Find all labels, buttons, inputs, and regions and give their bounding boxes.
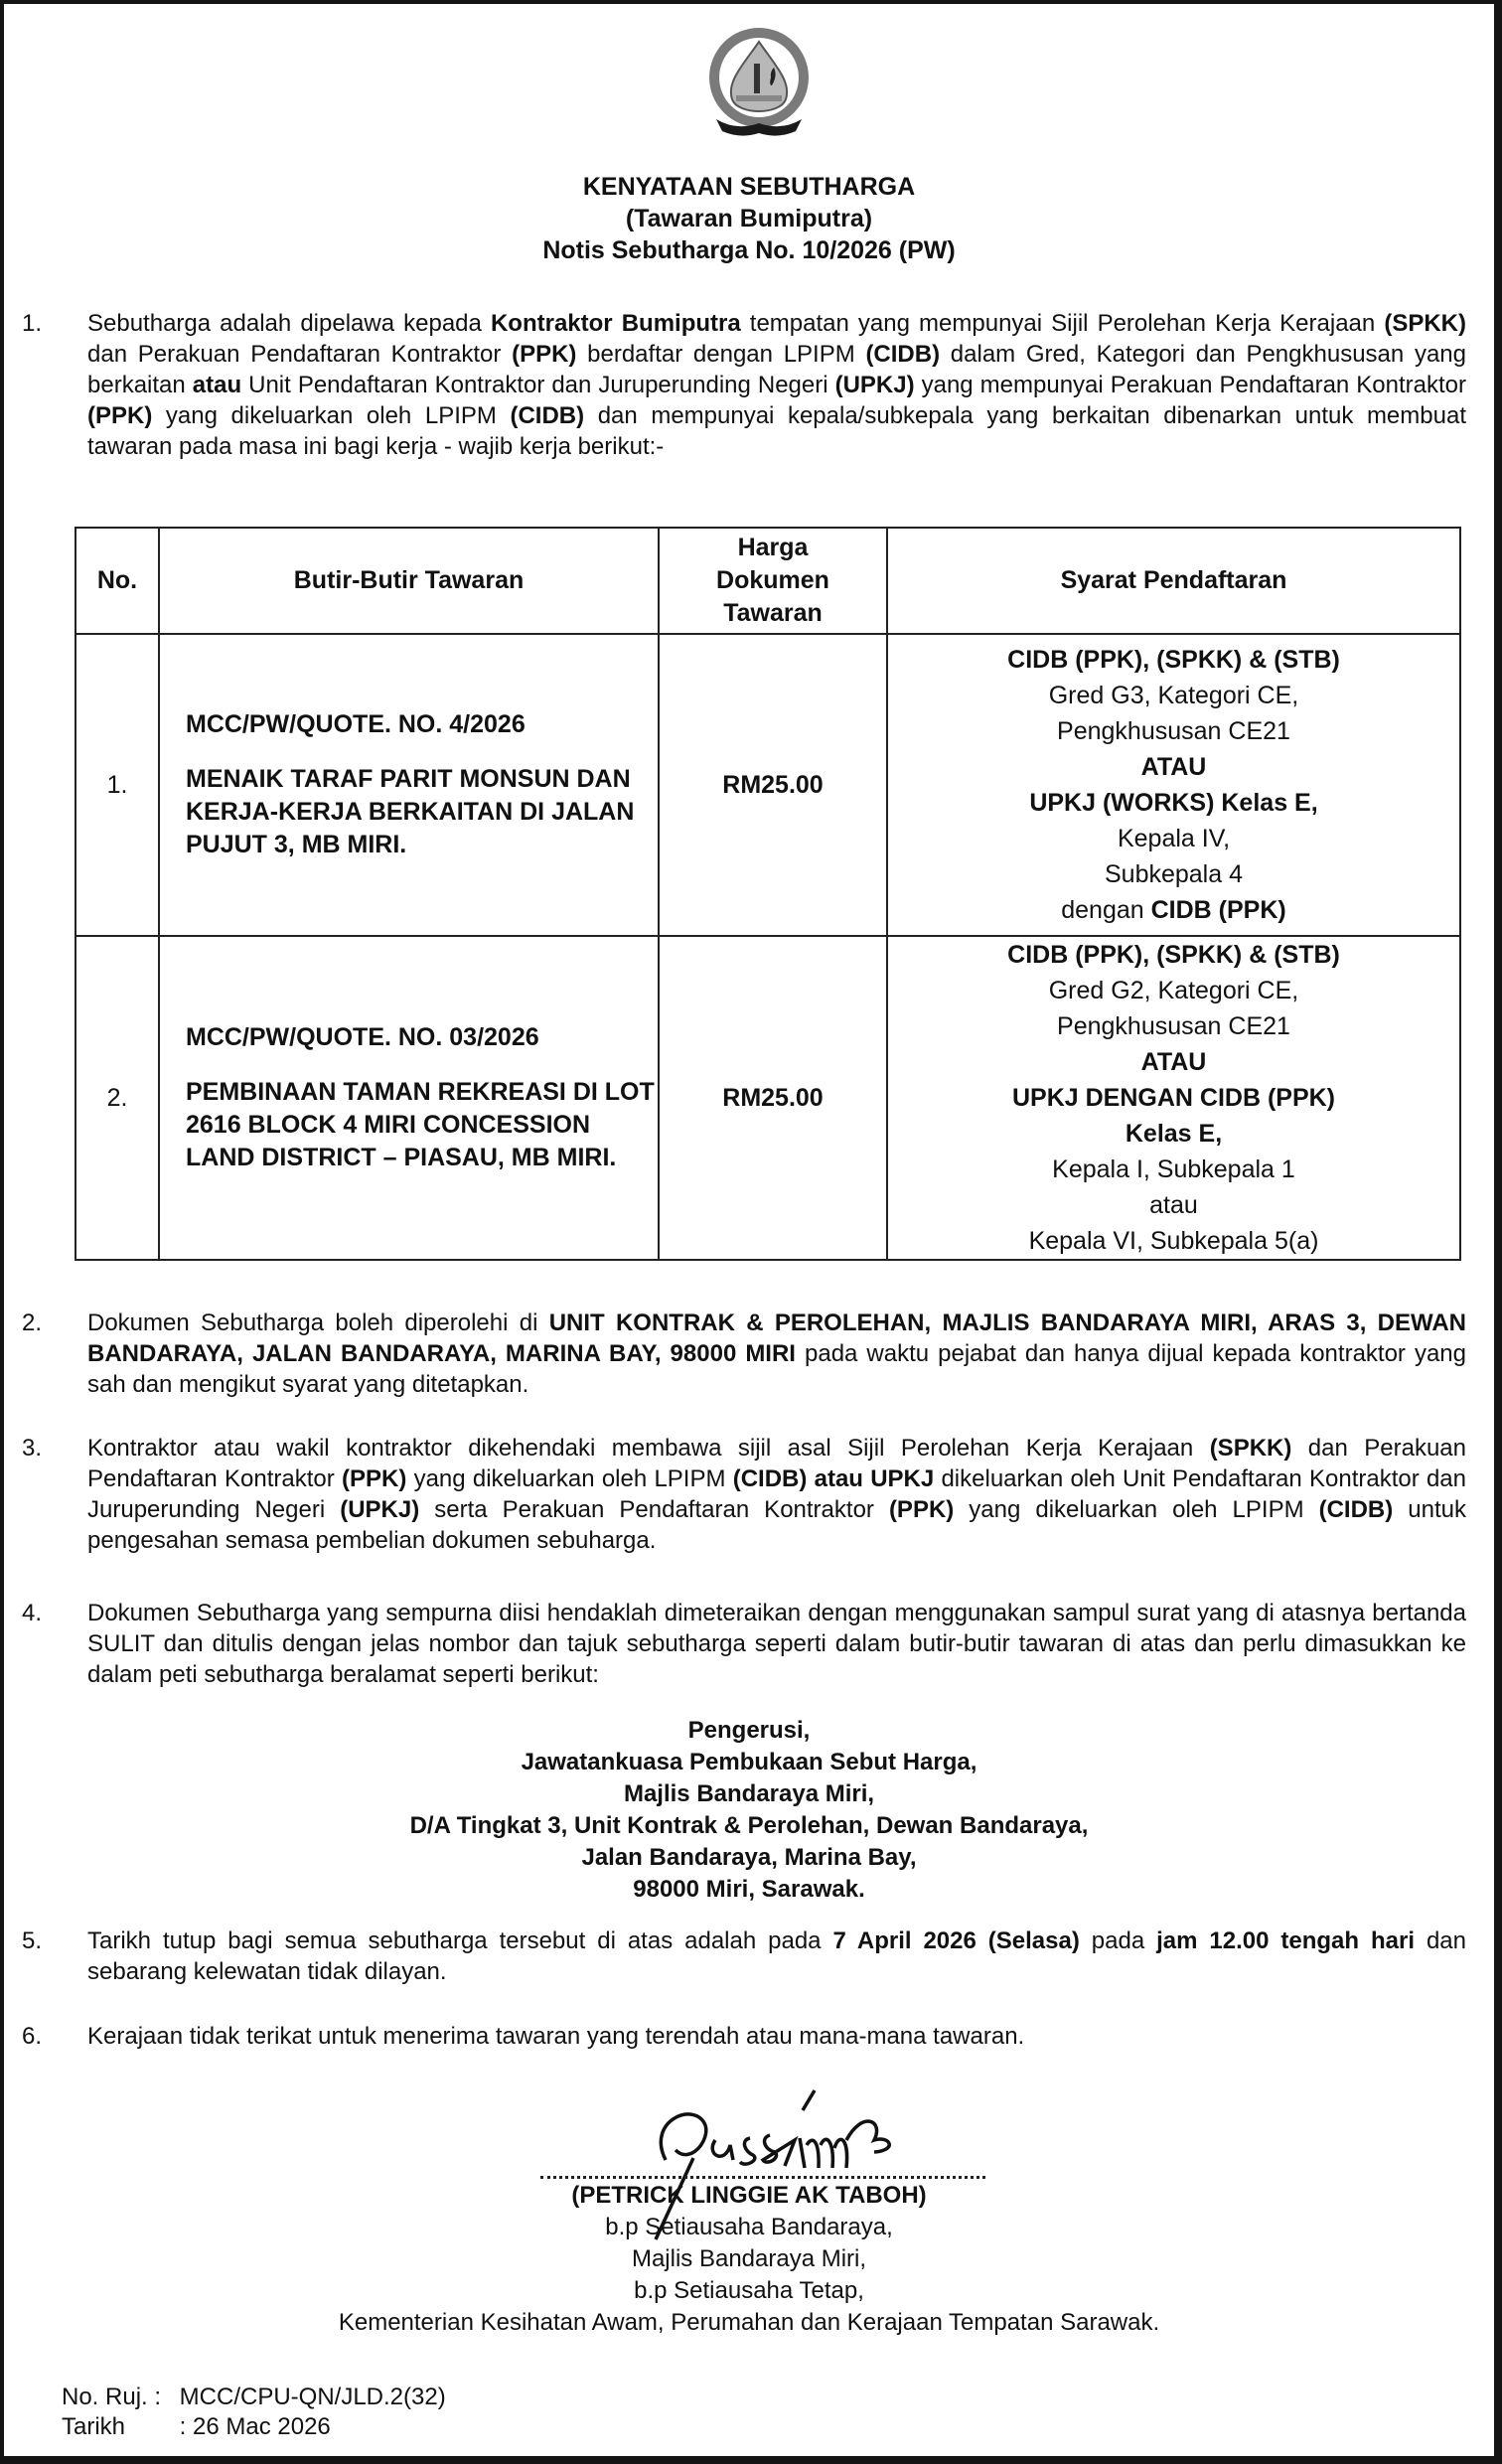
signatory-line: Kementerian Kesihatan Awam, Perumahan dan Kerajaan Tempatan Sarawak. [338,2309,1160,2336]
requirement-line: atau [1149,1191,1198,1219]
reference-value: MCC/CPU-QN/JLD.2(32) [179,2384,446,2410]
document-price: RM25.00 [659,936,887,1260]
signatory-name: (PETRICK LINGGIE AK TABOH) [571,2182,927,2209]
paragraph-4 [22,1598,1466,1690]
header-syarat: Syarat Pendaftaran [887,528,1460,634]
header-harga-line: Tawaran [723,599,823,627]
requirement-line: Pengkhususan CE21 [1057,717,1290,745]
signatory-line: b.p Setiausaha Bandaraya, [605,2214,893,2240]
paragraph-3 [22,1433,1467,1556]
quote-description: PEMBINAAN TAMAN REKREASI DI LOT 2616 BLOCK 4 MIRI CONCESSION LAND DISTRICT – PIASAU, MB MIRI. [186,1078,655,1171]
submission-address [4,1715,1494,1906]
table-row [75,634,1460,936]
notice-subtitle: (Tawaran Bumiputra) [625,205,873,232]
reference-label: No. Ruj. : [62,2384,162,2410]
requirement-line: ATAU [1140,1048,1207,1076]
quotation-table [75,527,1461,1261]
signature-line [540,2176,985,2179]
table-header-row [75,528,1460,634]
paragraph-number: 3. [22,1435,43,1462]
header-butir: Butir-Butir Tawaran [159,528,659,634]
paragraph-number: 1. [22,310,43,337]
requirement-line: dengan CIDB (PPK) [1061,896,1286,924]
paragraph-number: 4. [22,1600,43,1626]
registration-requirements [887,936,1460,1260]
requirement-line: UPKJ (WORKS) Kelas E, [1029,789,1318,817]
paragraph-5 [22,1925,1466,1987]
address-line: D/A Tingkat 3, Unit Kontrak & Perolehan, Dewan Bandaraya, [409,1812,1089,1839]
paragraph-6 [22,2021,1466,2052]
row-number: 2. [75,936,159,1260]
reference-number [62,2383,446,2412]
requirements-list [888,937,1459,1259]
paragraph-2 [22,1308,1466,1400]
paragraph-number: 2. [22,1309,43,1336]
requirement-line: Kepala VI, Subkepala 5(a) [1028,1227,1319,1255]
paragraph-number: 6. [22,2023,43,2050]
quote-reference: MCC/PW/QUOTE. NO. 4/2026 [186,710,526,738]
paragraph-text: Kerajaan tidak terikat untuk menerima tawaran yang terendah atau mana-mana tawaran. [87,2023,1025,2050]
address-line: Majlis Bandaraya Miri, [623,1780,875,1807]
requirement-line: Pengkhususan CE21 [1057,1012,1290,1040]
date-value: : 26 Mac 2026 [179,2413,331,2440]
address-line: Jalan Bandaraya, Marina Bay, [581,1844,917,1871]
signatory-title [4,2212,1494,2339]
requirement-line: Gred G3, Kategori CE, [1048,682,1299,709]
header-harga-line: Harga [737,534,809,561]
quote-description: MENAIK TARAF PARIT MONSUN DAN KERJA-KERJA BERKAITAN DI JALAN PUJUT 3, MB MIRI. [186,765,635,858]
requirement-line: CIDB (PPK), (SPKK) & (STB) [1007,646,1340,674]
notice-title: KENYATAAN SEBUTHARGA [582,173,916,201]
requirement-line: Gred G2, Kategori CE, [1048,977,1299,1004]
paragraph-text: Tarikh tutup bagi semua sebutharga tersebut di atas adalah pada 7 April 2026 (Selasa) pada jam 12.00 tengah hari dan sebarang kelewatan tidak dilayan. [87,1927,1466,1985]
requirement-line: Kepala I, Subkepala 1 [1052,1155,1295,1183]
paragraph-1 [22,308,1466,462]
notice-date [62,2412,331,2442]
quote-reference: MCC/PW/QUOTE. NO. 03/2026 [186,1023,539,1051]
address-line: Jawatankuasa Pembukaan Sebut Harga, [521,1749,977,1775]
paragraph-text: Kontraktor atau wakil kontraktor dikehendaki membawa sijil asal Sijil Perolehan Kerja Kerajaan (SPKK) dan Perakuan Pendaftaran Kontraktor (PPK) yang dikeluarkan oleh LPIPM (CIDB) atau UPKJ dikeluarkan oleh Unit Pendaftaran Kontraktor dan Juruperunding Negeri (UPKJ) serta Perakuan Pendaftaran Kontraktor (PPK) yang dikeluarkan oleh LPIPM (CIDB) untuk pengesahan semasa pembelian dokumen sebuharga. [87,1435,1467,1554]
paragraph-text: Dokumen Sebutharga yang sempurna diisi hendaklah dimeteraikan dengan menggunakan sampul surat yang di atasnya bertanda SULIT dan ditulis dengan jelas nombor dan tajuk sebutharga seperti dalam butir-butir tawaran di atas dan perlu dimasukkan ke dalam peti sebutharga beralamat seperti berikut: [87,1600,1466,1688]
header-no: No. [75,528,159,634]
document-price: RM25.00 [659,634,887,936]
requirements-list [888,642,1459,928]
registration-requirements [887,634,1460,936]
signatory-line: Majlis Bandaraya Miri, [631,2245,867,2272]
paragraph-text: Sebutharga adalah dipelawa kepada Kontraktor Bumiputra tempatan yang mempunyai Sijil Perolehan Kerja Kerajaan (SPKK) dan Perakuan Pendaftaran Kontraktor (PPK) berdaftar dengan LPIPM (CIDB) dalam Gred, Kategori dan Pengkhususan yang berkaitan atau Unit Pendaftaran Kontraktor dan Juruperunding Negeri (UPKJ) yang mempunyai Perakuan Pendaftaran Kontraktor (PPK) yang dikeluarkan oleh LPIPM (CIDB) dan mempunyai kepala/subkepala yang berkaitan dibenarkan untuk membuat tawaran pada masa ini bagi kerja - wajib kerja berikut:- [87,310,1466,460]
requirement-line: UPKJ DENGAN CIDB (PPK) [1011,1084,1336,1112]
city-council-crest-icon [696,24,822,151]
requirement-line: Kepala IV, [1117,825,1231,852]
notice-page [4,4,1494,2456]
row-details [159,634,659,936]
requirement-line: Subkepala 4 [1104,860,1243,888]
table-row [75,936,1460,1260]
row-number: 1. [75,634,159,936]
address-line: Pengerusi, [687,1717,811,1744]
requirement-line: Kelas E, [1125,1120,1223,1148]
header-harga-line: Dokumen [716,566,829,594]
paragraph-text: Dokumen Sebutharga boleh diperolehi di UNIT KONTRAK & PEROLEHAN, MAJLIS BANDARAYA MIRI, ARAS 3, DEWAN BANDARAYA, JALAN BANDARAYA, MARINA BAY, 98000 MIRI pada waktu pejabat dan hanya dijual kepada kontraktor yang sah dan mengikut syarat yang ditetapkan. [87,1309,1466,1398]
notice-number: Notis Sebutharga No. 10/2026 (PW) [542,236,956,264]
address-line: 98000 Miri, Sarawak. [633,1876,865,1903]
row-details [159,936,659,1260]
requirement-line: CIDB (PPK), (SPKK) & (STB) [1007,941,1340,969]
requirement-line: ATAU [1140,753,1207,781]
paragraph-number: 5. [22,1927,43,1954]
date-label: Tarikh [62,2413,126,2440]
header-harga [659,528,887,634]
signatory-line: b.p Setiausaha Tetap, [634,2277,864,2304]
